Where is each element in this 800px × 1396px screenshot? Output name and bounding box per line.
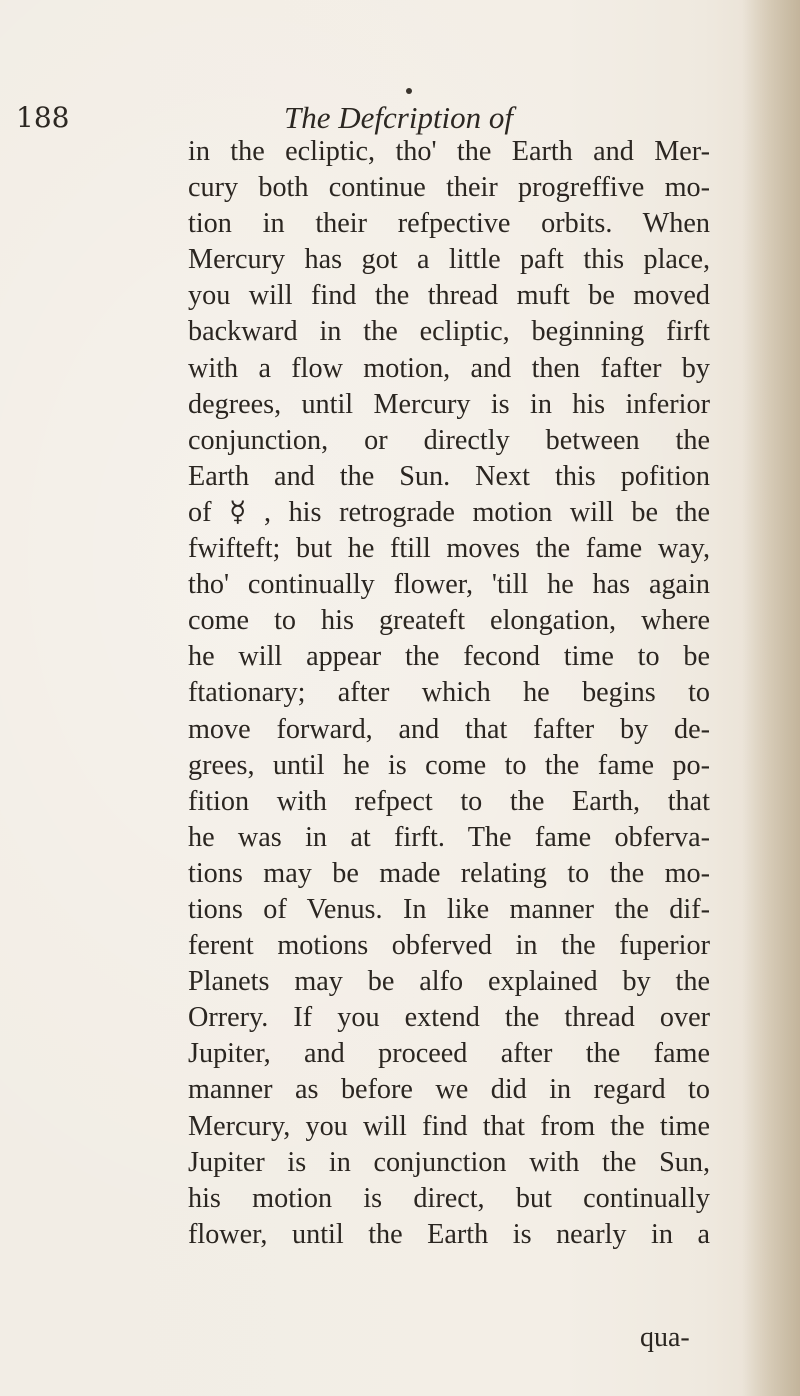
text-line: tion in their refpective orbits. When [188, 208, 710, 240]
text-line: with a flow motion, and then fafter by [188, 352, 710, 384]
page-number: 188 [16, 101, 70, 134]
text-line: Jupiter is in conjunction with the Sun, [188, 1146, 710, 1178]
text-line: cury both continue their progreffive mo- [188, 172, 710, 204]
text-line: Mercury, you will find that from the time [188, 1110, 710, 1142]
text-line: Orrery. If you extend the thread over [188, 1002, 710, 1034]
text-line: you will find the thread muft be moved [188, 280, 710, 312]
page-gutter-shadow [742, 0, 800, 1396]
text-line: grees, until he is come to the fame po- [188, 749, 710, 781]
text-line: tions may be made relating to the mo- [188, 857, 710, 889]
text-line: move forward, and that fafter by de- [188, 713, 710, 745]
text-line: of ☿ , his retrograde motion will be the [188, 496, 710, 528]
ink-speck [406, 88, 412, 94]
text-line: he will appear the fecond time to be [188, 641, 710, 673]
text-line: Planets may be alfo explained by the [188, 966, 710, 998]
text-line: backward in the ecliptic, beginning firft [188, 316, 710, 348]
text-line: ftationary; after which he begins to [188, 677, 710, 709]
text-line: Earth and the Sun. Next this pofition [188, 460, 710, 492]
text-line: degrees, until Mercury is in his inferior [188, 388, 710, 420]
text-line: tions of Venus. In like manner the dif- [188, 893, 710, 925]
text-line: he was in at firft. The fame obferva- [188, 821, 710, 853]
text-line: his motion is direct, but continually [188, 1182, 710, 1214]
text-line: ferent motions obferved in the fuperior [188, 930, 710, 962]
text-line: manner as before we did in regard to [188, 1074, 710, 1106]
text-line: fition with refpect to the Earth, that [188, 785, 710, 817]
running-title: The Defcription of [284, 100, 514, 135]
catchword: qua- [640, 1322, 690, 1353]
text-line: come to his greateft elongation, where [188, 605, 710, 637]
text-line: tho' continually flower, 'till he has again [188, 569, 710, 601]
text-line: in the ecliptic, tho' the Earth and Mer- [188, 136, 710, 167]
text-line: conjunction, or directly between the [188, 424, 710, 456]
text-line: fwifteft; but he ftill moves the fame way, [188, 533, 710, 565]
text-line: flower, until the Earth is nearly in a [188, 1218, 710, 1250]
text-line: Mercury has got a little paft this place, [188, 244, 710, 276]
text-line: Jupiter, and proceed after the fame [188, 1038, 710, 1070]
body-text [188, 134, 710, 1253]
